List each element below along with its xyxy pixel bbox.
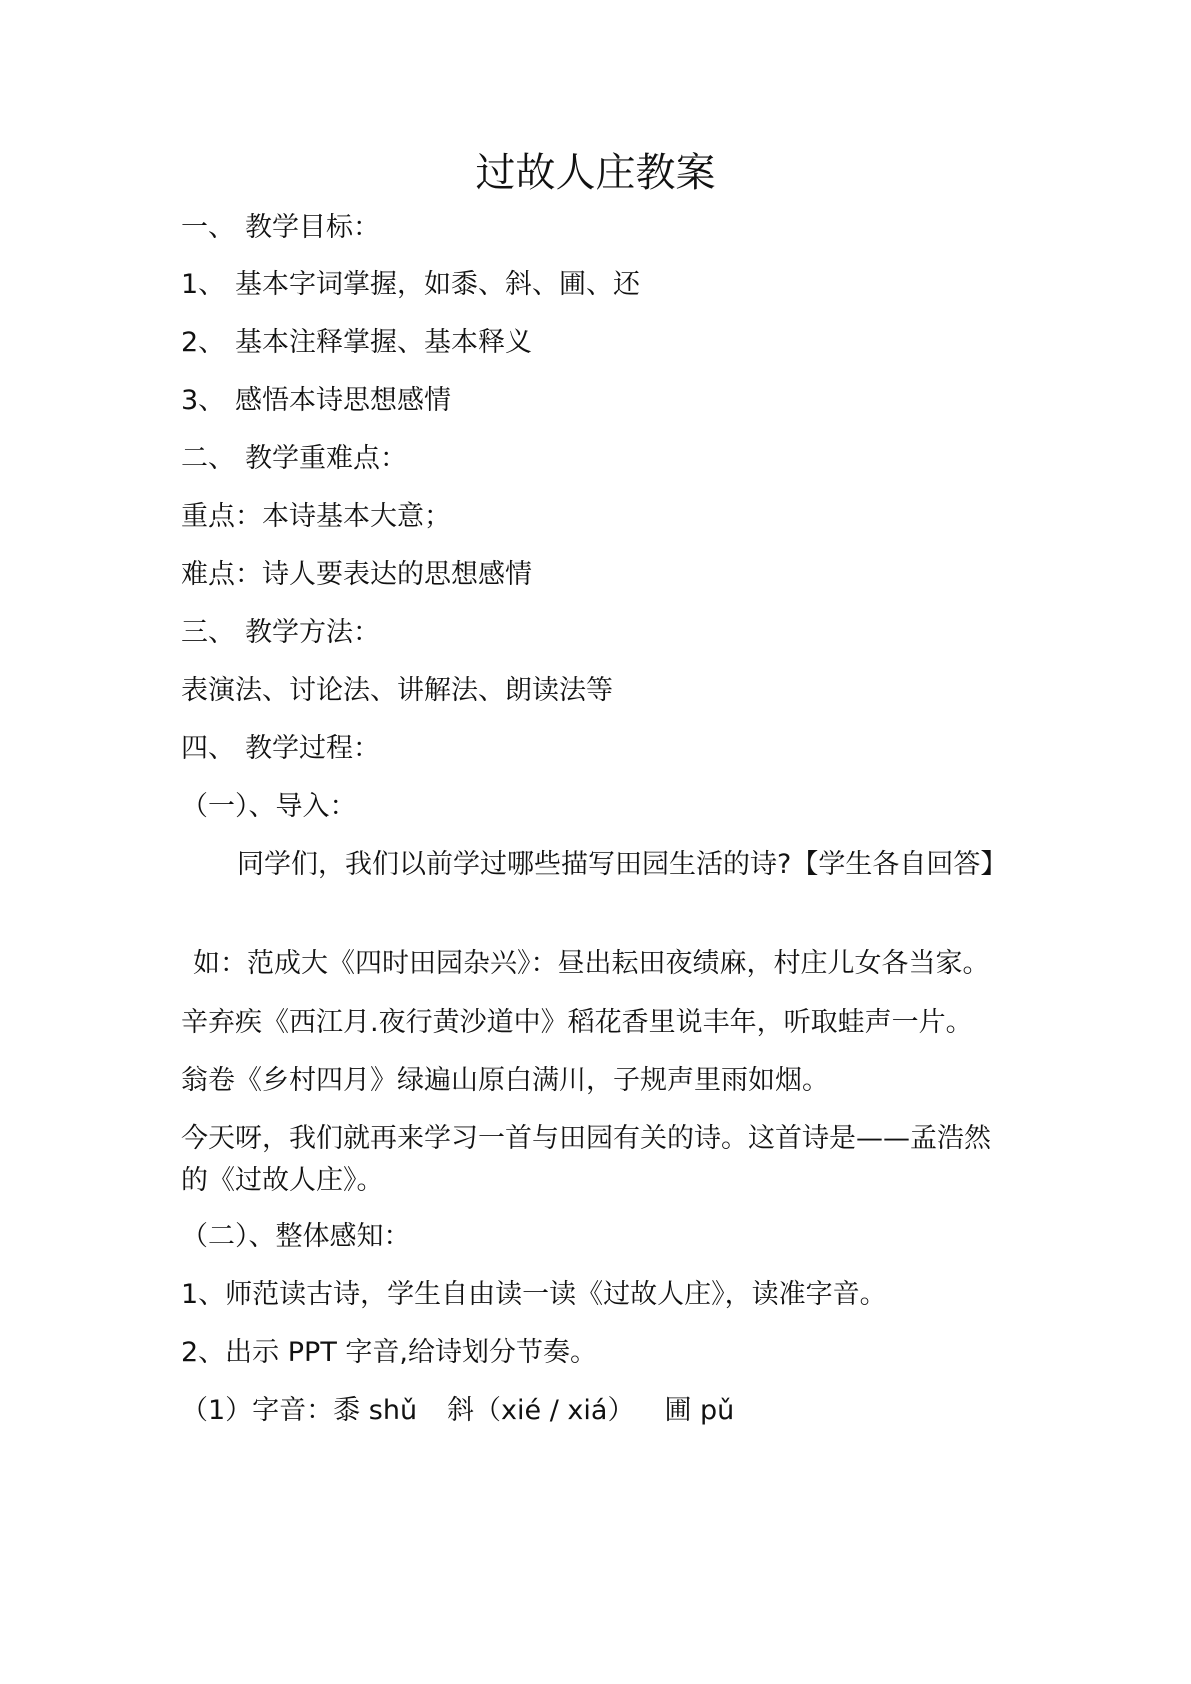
goal-marker: 3、 (181, 385, 226, 416)
section-heading-text: 教学重难点： (245, 443, 407, 474)
goal-item (181, 264, 1011, 306)
pronunciation-line (181, 1390, 1011, 1432)
pronunciation-item: 圃 pǔ (664, 1395, 735, 1426)
section-marker: 二、 (181, 443, 235, 474)
goal-item (181, 322, 1011, 364)
section-heading-text: 教学过程： (245, 733, 380, 764)
section-heading-goals (181, 207, 1011, 249)
goal-marker: 2、 (181, 327, 226, 358)
goal-item (181, 380, 1011, 422)
goal-text: 基本字词掌握，如黍、斜、圃、还 (235, 269, 640, 300)
goal-text: 感悟本诗思想感情 (235, 385, 451, 416)
section-heading-text: 教学目标： (245, 212, 380, 243)
pronunciation-item: 黍 shǔ (333, 1395, 418, 1426)
section-heading-methods (181, 612, 1011, 654)
section-marker: 三、 (181, 617, 235, 648)
step-read-aloud: 1、师范读古诗，学生自由读一读《过故人庄》，读准字音。 (181, 1279, 887, 1310)
methods-text: 表演法、讨论法、讲解法、朗读法等 (181, 675, 613, 706)
goal-text: 基本注释掌握、基本释义 (235, 327, 532, 358)
today-intro: 今天呀，我们就再来学习一首与田园有关的诗。这首诗是——孟浩然的《过故人庄》。 (181, 1123, 991, 1196)
pronunciation-label: （1）字音： (181, 1395, 334, 1426)
section-marker: 四、 (181, 733, 235, 764)
goal-marker: 1、 (181, 269, 226, 300)
section-marker: 一、 (181, 212, 235, 243)
document-title: 过故人庄教案 (475, 150, 716, 196)
section-heading-text: 教学方法： (245, 617, 380, 648)
example-poem-2: 辛弃疾《西江月.夜行黄沙道中》稻花香里说丰年，听取蛙声一片。 (181, 1007, 973, 1038)
section-heading-keypoints (181, 438, 1011, 480)
intro-question: 同学们，我们以前学过哪些描写田园生活的诗?【学生各自回答】 (237, 849, 1008, 880)
pronunciation-item: 斜（xié / xiá） (447, 1395, 635, 1426)
difficulty-text: 难点：诗人要表达的思想感情 (181, 559, 532, 590)
example-poem-1: 如：范成大《四时田园杂兴》：昼出耘田夜绩麻，村庄儿女各当家。 (193, 948, 990, 979)
keypoint-text: 重点：本诗基本大意； (181, 501, 451, 532)
subsection-heading-intro: （一）、导入： (181, 791, 357, 822)
section-heading-process (181, 728, 1011, 770)
subsection-heading-overall: （二）、整体感知： (181, 1221, 411, 1252)
example-poem-3: 翁卷《乡村四月》绿遍山原白满川，子规声里雨如烟。 (181, 1065, 829, 1096)
step-show-ppt: 2、出示 PPT 字音,给诗划分节奏。 (181, 1337, 597, 1368)
